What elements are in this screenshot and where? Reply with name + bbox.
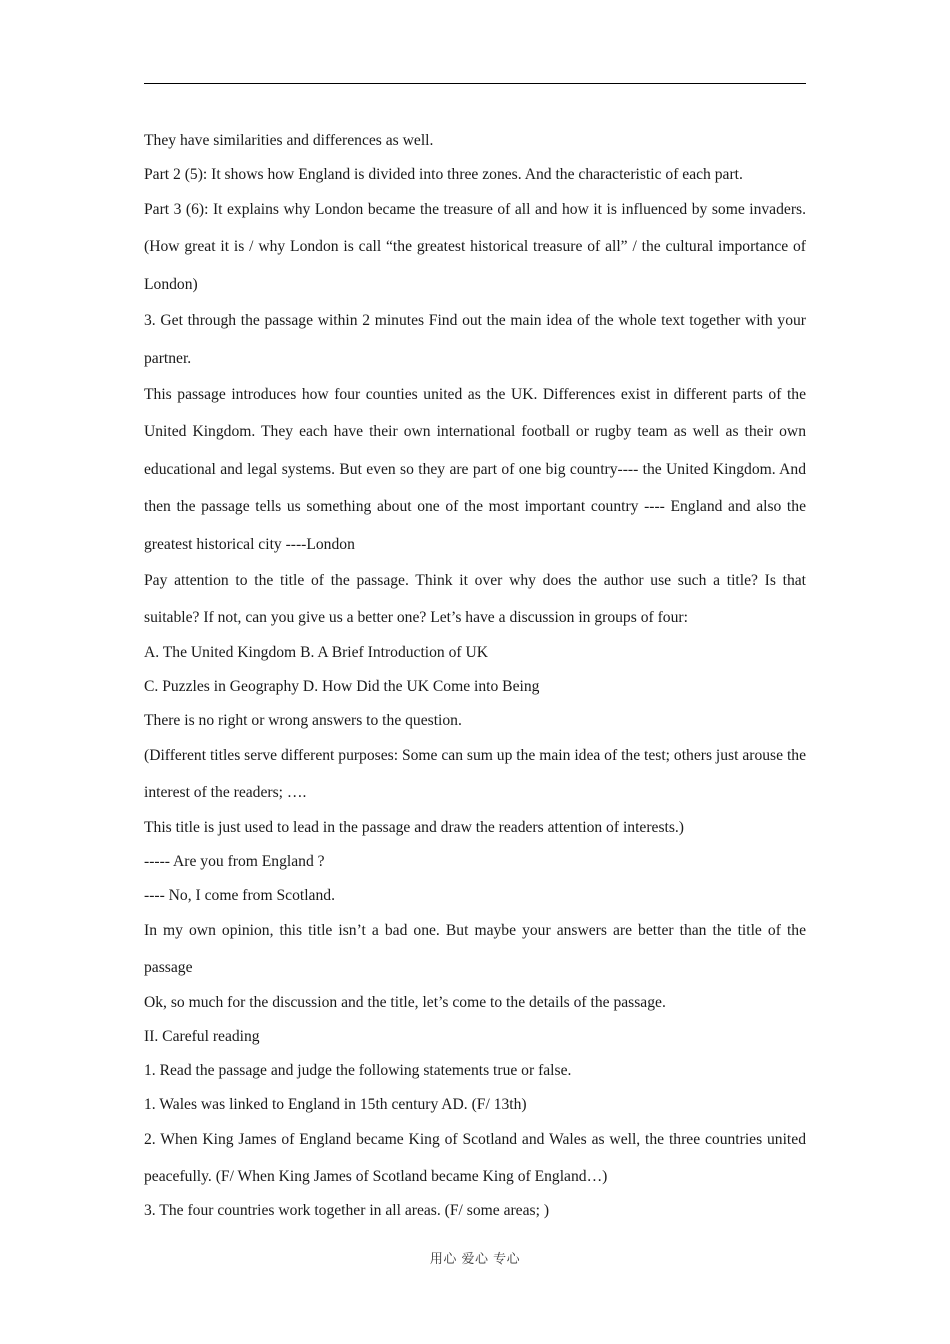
paragraph: A. The United Kingdom B. A Brief Introduction of UK: [144, 643, 489, 661]
paragraph: II. Careful reading: [144, 1027, 260, 1045]
header-rule: [144, 83, 806, 84]
paragraph: Part 2 (5): It shows how England is divided into three zones. And the characteristic of each part.: [144, 166, 743, 183]
paragraph: ----- Are you from England ?: [144, 852, 325, 870]
paragraph: (Different titles serve different purposes: Some can sum up the main idea of the test; others just arouse the interest of the readers; ….: [144, 746, 806, 802]
paragraph: 3. The four countries work together in all areas. (F/ some areas; ): [144, 1202, 550, 1220]
paragraph: This title is just used to lead in the passage and draw the readers attention of interests.): [144, 818, 685, 836]
paragraph: Part 3 (6): It explains why London became the treasure of all and how it is influenced by some invaders. (How great it is / why London is call “the greatest historical treasure of all” / the cultural importance of London): [144, 201, 806, 293]
paragraph: 1. Wales was linked to England in 15th century AD. (F/ 13th): [144, 1095, 527, 1113]
paragraph: This passage introduces how four counties united as the UK. Differences exist in different parts of the United Kingdom. They each have their own international football or rugby team as well as their own educational and legal systems. But even so they are part of one big country---- the United Kingdom. And then the passage tells us something about one of the most important country ---- England and also the greatest historical city ----London: [144, 386, 806, 553]
paragraph: C. Puzzles in Geography D. How Did the UK Come into Being: [144, 677, 540, 695]
paragraph: 3. Get through the passage within 2 minutes Find out the main idea of the whole text together with your partner.: [144, 312, 806, 367]
paragraph: In my own opinion, this title isn’t a bad one. But maybe your answers are better than the title of the passage: [144, 921, 806, 977]
paragraph: Ok, so much for the discussion and the title, let’s come to the details of the passage.: [144, 993, 666, 1011]
paragraph: 2. When King James of England became King of Scotland and Wales as well, the three countries united peacefully. (F/ When King James of Scotland became King of England…): [144, 1130, 806, 1185]
paragraph: Pay attention to the title of the passage. Think it over why does the author use such a title? Is that suitable? If not, can you give us a better one? Let’s have a discussion in groups of four:: [144, 572, 806, 627]
document-body: [144, 124, 806, 1228]
paragraph: ---- No, I come from Scotland.: [144, 886, 335, 904]
paragraph: 1. Read the passage and judge the following statements true or false.: [144, 1061, 572, 1079]
paragraph: There is no right or wrong answers to the question.: [144, 711, 462, 729]
page-footer: 用心 爱心 专心: [429, 1252, 521, 1267]
paragraph: They have similarities and differences as well.: [144, 132, 434, 149]
